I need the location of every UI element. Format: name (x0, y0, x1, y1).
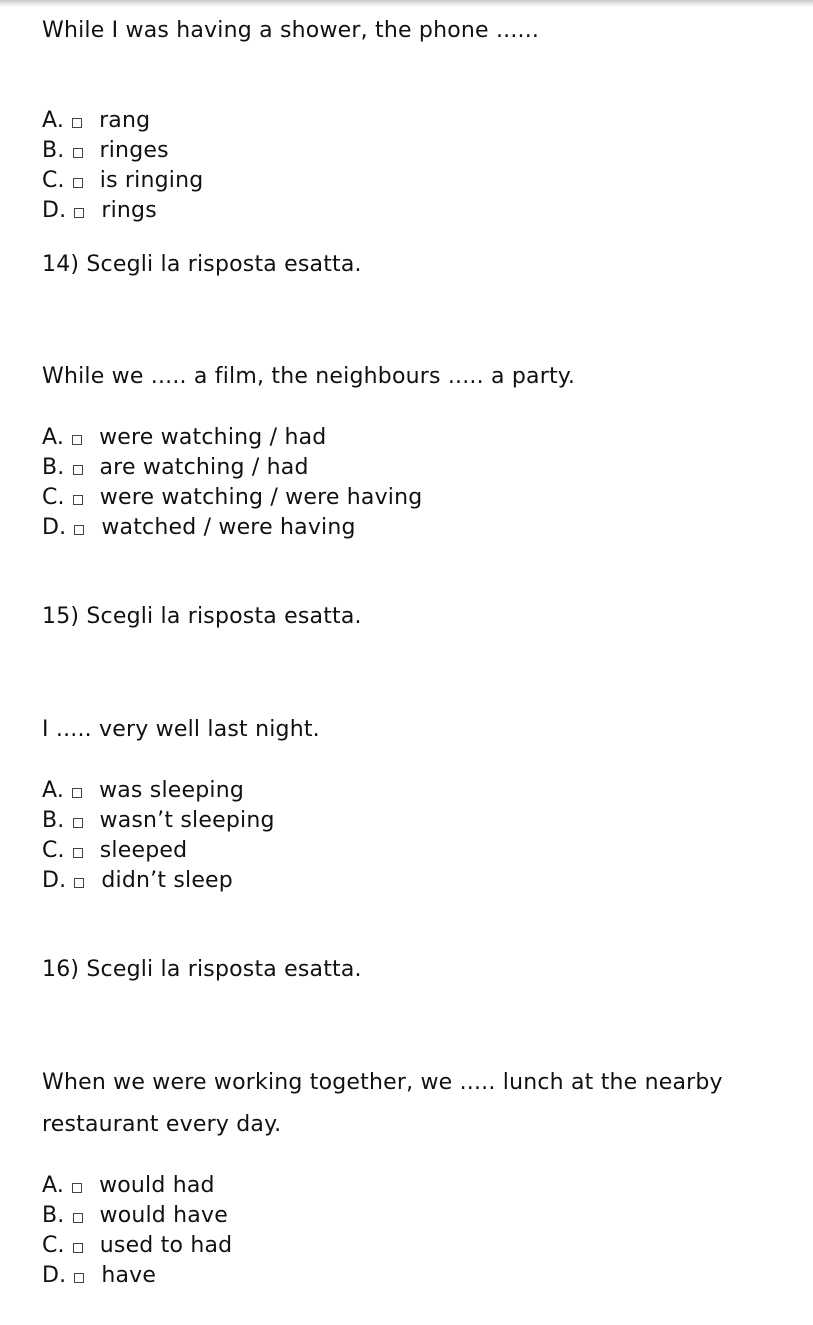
option-a[interactable] (42, 106, 539, 136)
option-a[interactable] (42, 776, 320, 806)
option-letter: C. (42, 168, 65, 193)
option-b[interactable] (42, 1201, 782, 1231)
question-13 (42, 10, 539, 226)
option-d[interactable] (42, 513, 575, 543)
question-stem: While we ..... a film, the neighbours ..... a party. (42, 364, 576, 389)
checkbox-icon[interactable] (72, 1183, 82, 1193)
option-c[interactable] (42, 166, 539, 196)
checkbox-icon[interactable] (74, 1273, 84, 1283)
option-text: was sleeping (99, 778, 245, 803)
option-b[interactable] (42, 453, 575, 483)
question-header-16: 16) Scegli la risposta esatta. (42, 957, 362, 982)
checkbox-icon[interactable] (73, 148, 83, 158)
option-letter: A. (42, 108, 65, 133)
option-text: were watching / were having (99, 485, 423, 510)
option-text: is ringing (99, 168, 204, 193)
checkbox-icon[interactable] (73, 465, 83, 475)
checkbox-icon[interactable] (73, 848, 83, 858)
option-b[interactable] (42, 136, 539, 166)
option-letter: C. (42, 1233, 65, 1258)
question-header-14: 14) Scegli la risposta esatta. (42, 252, 362, 277)
option-letter: B. (42, 808, 65, 833)
question-header-15: 15) Scegli la risposta esatta. (42, 604, 362, 629)
option-letter: A. (42, 778, 65, 803)
option-text: were watching / had (99, 425, 327, 450)
answer-options (42, 1171, 782, 1291)
option-letter: B. (42, 455, 65, 480)
option-text: used to had (99, 1233, 233, 1258)
checkbox-icon[interactable] (74, 878, 84, 888)
checkbox-icon[interactable] (73, 178, 83, 188)
option-letter: D. (42, 868, 67, 893)
option-letter: D. (42, 1263, 67, 1288)
option-text: have (101, 1263, 157, 1288)
option-d[interactable] (42, 866, 320, 896)
option-text: would had (99, 1173, 215, 1198)
option-letter: D. (42, 515, 67, 540)
option-c[interactable] (42, 1231, 782, 1261)
checkbox-icon[interactable] (73, 1213, 83, 1223)
option-letter: D. (42, 198, 67, 223)
option-text: rings (101, 198, 157, 223)
option-letter: A. (42, 1173, 65, 1198)
checkbox-icon[interactable] (73, 495, 83, 505)
question-stem: I ..... very well last night. (42, 717, 320, 742)
answer-options (42, 776, 320, 896)
option-d[interactable] (42, 196, 539, 226)
option-text: sleeped (99, 838, 188, 863)
option-text: didn’t sleep (101, 868, 233, 893)
option-c[interactable] (42, 836, 320, 866)
checkbox-icon[interactable] (73, 1243, 83, 1253)
option-a[interactable] (42, 423, 575, 453)
option-b[interactable] (42, 806, 320, 836)
answer-options (42, 106, 539, 226)
checkbox-icon[interactable] (74, 208, 84, 218)
checkbox-icon[interactable] (73, 818, 83, 828)
option-text: would have (99, 1203, 228, 1228)
checkbox-icon[interactable] (72, 118, 82, 128)
option-text: are watching / had (99, 455, 309, 480)
question-stem: While I was having a shower, the phone ...... (42, 18, 540, 43)
question-15 (42, 709, 320, 896)
question-stem: When we were working together, we ..... lunch at the nearby restaurant every day. (42, 1070, 723, 1137)
option-letter: A. (42, 425, 65, 450)
option-text: wasn’t sleeping (99, 808, 275, 833)
checkbox-icon[interactable] (74, 525, 84, 535)
option-d[interactable] (42, 1261, 782, 1291)
checkbox-icon[interactable] (72, 435, 82, 445)
option-a[interactable] (42, 1171, 782, 1201)
option-letter: B. (42, 138, 65, 163)
option-letter: C. (42, 838, 65, 863)
option-letter: C. (42, 485, 65, 510)
answer-options (42, 423, 575, 543)
option-text: watched / were having (101, 515, 356, 540)
question-16 (42, 1062, 782, 1291)
question-14 (42, 356, 575, 543)
top-shadow (0, 0, 813, 7)
option-text: rang (99, 108, 151, 133)
option-c[interactable] (42, 483, 575, 513)
checkbox-icon[interactable] (72, 788, 82, 798)
option-text: ringes (99, 138, 169, 163)
option-letter: B. (42, 1203, 65, 1228)
